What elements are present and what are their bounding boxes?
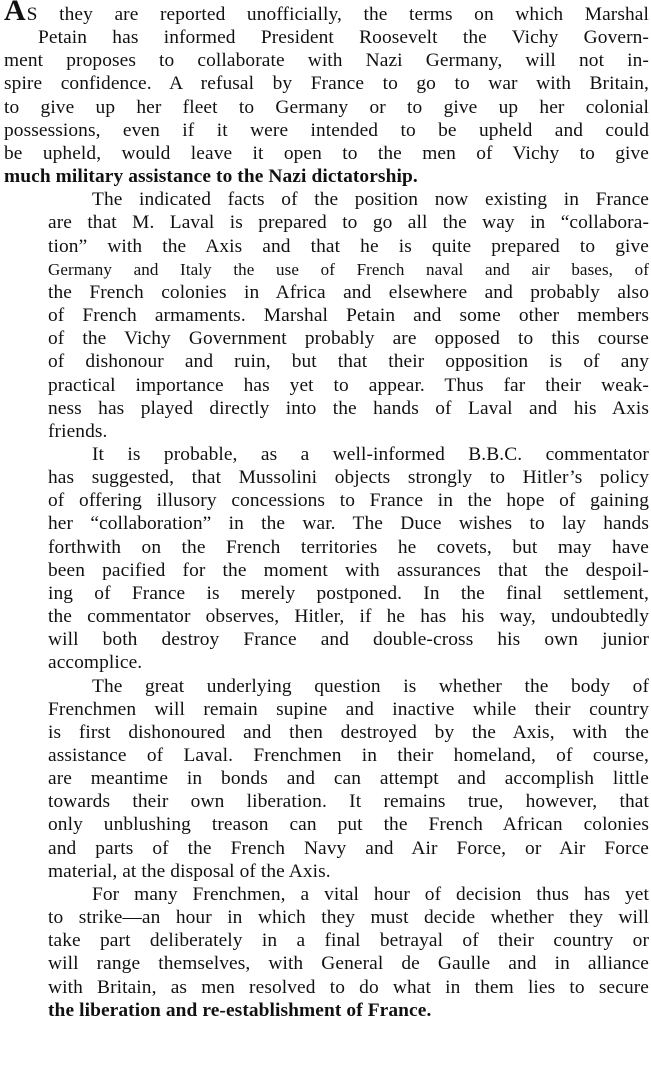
article-line: to strike—an hour in which they must decide whether they will [48, 907, 649, 929]
article-line: ing of France is merely postponed. In the final settlement, [48, 582, 649, 604]
article-line: are that M. Laval is prepared to go all the way in “collabora- [48, 212, 649, 234]
article-line: accomplice. [48, 652, 143, 674]
paragraph-5 [4, 883, 649, 1022]
article-line: material, at the disposal of the Axis. [48, 860, 331, 882]
article-line: spire confidence. A refusal by France to go to war with Britain, [4, 73, 649, 95]
article-line: Petain has informed President Roosevelt the Vichy Govern- [38, 27, 649, 49]
article-line: is first dishonoured and then destroyed by the Axis, with the [48, 721, 649, 743]
article-line: will range themselves, with General de Gaulle and in alliance [48, 953, 649, 975]
article-line: will both destroy France and double-cross his own junior [48, 629, 649, 651]
article-line: ness has played directly into the hands of Laval and his Axis [48, 397, 649, 419]
article-line: much military assistance to the Nazi dictatorship. [4, 166, 418, 188]
article-line: practical importance has yet to appear. Thus far their weak- [48, 374, 649, 396]
article-line: and parts of the French Navy and Air Force, or Air Force [48, 837, 649, 859]
article-line: only unblushing treason can put the French African colonies [48, 814, 649, 836]
paragraph-2 [4, 188, 649, 443]
article-line: ment proposes to collaborate with Nazi Germany, will not in- [4, 50, 649, 72]
article-line: take part deliberately in a final betrayal of their country or [48, 930, 649, 952]
drop-cap: A [4, 0, 26, 27]
article-line: Frenchmen will remain supine and inactive while their country [48, 698, 649, 720]
article-line: For many Frenchmen, a vital hour of decision thus has yet [92, 883, 649, 905]
article-line: towards their own liberation. It remains true, however, that [48, 791, 649, 813]
article-line: be upheld, would leave it open to the men of Vichy to give [4, 142, 649, 164]
article-line: of dishonour and ruin, but that their opposition is of any [48, 351, 649, 373]
article-line: the liberation and re-establishment of France. [48, 999, 432, 1021]
paragraph-4 [4, 675, 649, 883]
article-line: AS they are reported unofficially, the terms on which Marshal [4, 1, 649, 26]
article-line: has suggested, that Mussolini objects strongly to Hitler’s policy [48, 467, 649, 489]
article-line: to give up her fleet to Germany or to give up her colonial [4, 96, 649, 118]
article-line: The great underlying question is whether the body of [92, 675, 649, 697]
article-line: assistance of Laval. Frenchmen in their homeland, of course, [48, 745, 649, 766]
article-line: the commentator observes, Hitler, if he has his way, undoubtedly [48, 606, 649, 628]
article-line: been pacified for the moment with assurances that the despoil- [48, 559, 649, 581]
article-line: her “collaboration” in the war. The Duce wishes to lay hands [48, 513, 649, 535]
article-line: of French armaments. Marshal Petain and some other members [48, 305, 649, 327]
article-line: of offering illusory concessions to France in the hope of gaining [48, 490, 649, 512]
paragraph-1 [4, 1, 649, 188]
article-line: friends. [48, 420, 108, 442]
article-line: of the Vichy Government probably are opposed to this course [48, 328, 649, 350]
article-line: tion” with the Axis and that he is quite prepared to give [48, 235, 649, 257]
article-line: the French colonies in Africa and elsewhere and probably also [48, 281, 649, 303]
article-line: It is probable, as a well-informed B.B.C. commentator [92, 443, 649, 465]
article-body [4, 1, 649, 1022]
article-line: The indicated facts of the position now existing in France [92, 189, 649, 211]
article-line: are meantime in bonds and can attempt and accomplish little [48, 768, 649, 790]
article-line: with Britain, as men resolved to do what in them lies to secure [48, 976, 649, 998]
article-line: Germany and Italy the use of French naval and air bases, of [48, 259, 649, 279]
article-line: forthwith on the French territories he covets, but may have [48, 536, 649, 558]
article-line: possessions, even if it were intended to be upheld and could [4, 119, 649, 141]
paragraph-3 [4, 443, 649, 675]
